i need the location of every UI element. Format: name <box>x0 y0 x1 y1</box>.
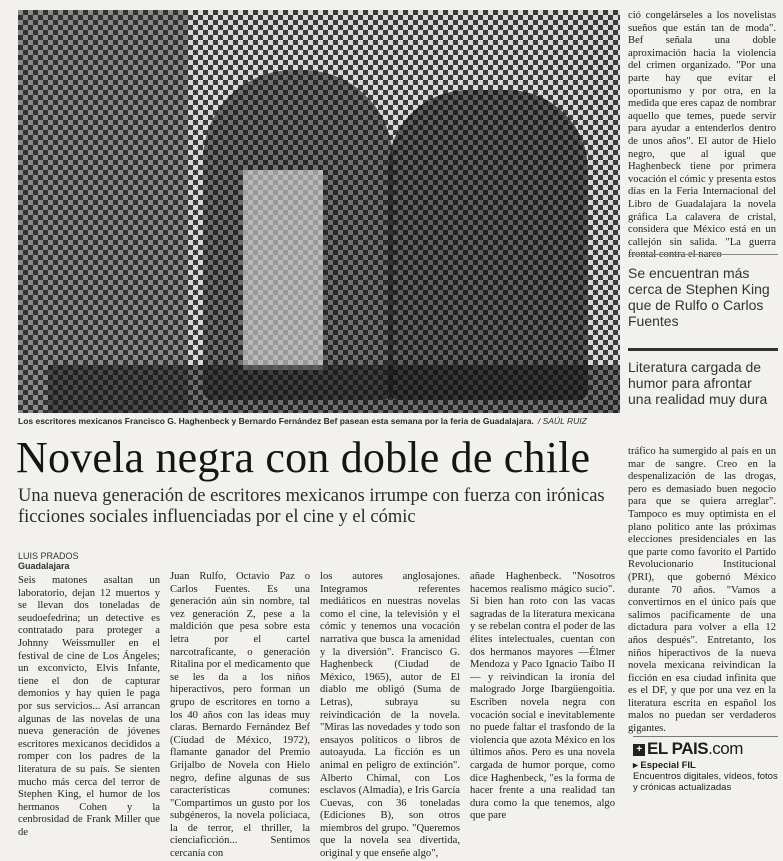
especial-description: Encuentros digitales, vídeos, fotos y crónicas actualizadas <box>633 771 778 793</box>
brand-suffix: .com <box>708 739 743 758</box>
article-column-5-bottom: tráfico ha sumergido al país en un mar de sangre. Creo en la despenalización de las drogas, pero es demasiado buen negocio para que se quiera arreglar". Tampoco es muy optimista en el plano político ante las próximas elecciones presidenciales en las que parte como favorito el Partido Revolucionario Institucional (PRI), que gobernó México durante 70 años. "Vamos a convertirnos en el único país que salimos pacíficamente de una dictadura para volver a ella 12 años después". Entretanto, los niños hiperactivos de la nueva novela mexicana reivindican la ficción en esa ciudad infinita que es el DF, y que por una vez en la literatura escrita en español los malos no puedan ser verdaderos gigantes. <box>628 446 776 735</box>
photo-caption <box>18 416 618 426</box>
especial-label[interactable]: ▸ Especial FIL <box>633 760 696 771</box>
pullquote-2: Literatura cargada de humor para afrontar una realidad muy dura <box>628 348 778 407</box>
article-column-3: los autores anglosajones. Integramos referentes mediáticos en nuestras novelas como el cine, la televisión y el cómic y tenemos una vocación narrativa que busca la amenidad y la diversión". Francisco G. Haghenbeck (Ciudad de México, 1965), autor de El diablo me obligó (Suma de Letras), subraya su reivindicación de la novela. "Miras las novedades y todo son ensayos políticos o libros de autoayuda. La ficción es un animal en peligro de extinción". Alberto Chimal, con Los esclavos (Almadía), e Iris García Cuevas, con 36 toneladas (Ediciones B), son otros miembros del grupo. "Queremos que la novela sea divertida, original y que enseñe algo", <box>320 571 460 860</box>
article-column-5-top: ció congelárseles a los novelistas sueños que están tan de moda". Bef señala una doble aproximación hacia la violencia del crimen organizado. "Por una parte hay que evitar el oportunismo y por otra, en la medida que eres capaz de nombrar aquello que temes, puede servir para ayudar a entenderlos dentro de unos años". El autor de Hielo negro, que al igual que Haghenbeck tiene por primera vocación el cómic y presenta estos días en la Feria Internacional del Libro de Guadalajara la novela gráfica La calavera de cristal, considera que México está en un callejón sin salida. "La guerra frontal contra el narco- <box>628 10 776 261</box>
caption-text: Los escritores mexicanos Francisco G. Haghenbeck y Bernardo Fernández Bef pasean esta semana por la feria de Guadalajara. <box>18 416 534 426</box>
byline <box>18 551 79 571</box>
writer-figure-right <box>388 90 588 400</box>
plus-icon: + <box>633 744 645 756</box>
brand-name: EL PAIS <box>647 739 709 758</box>
article-column-1: Seis matones asaltan un laboratorio, dejan 12 muertos y se llevan dos toneladas de seudoefedrina; un detective es contratado para proteger a Johnny Weissmuller en el festival de cine de Los Ángeles; un exconvicto, Elvis Infante, tiene el don de capturar demonios y hay quien le paga por sus servicios... Así arrancan algunas de las novelas de una nueva generación de jóvenes escritores mexicanos decididos a romper con los padres de la literatura de su país. Se sienten mucho más cerca del terror de Stephen King, el humor de los hermanos Cohen y la cenbrosidad de Frank Miller que de <box>18 575 160 838</box>
elpais-logo[interactable] <box>633 739 778 759</box>
article-column-2: Juan Rulfo, Octavio Paz o Carlos Fuentes. Es una generación aún sin nombre, tal vez generación Z, pese a la maldición que pesa sobre esta letra por el cartel narcotraficante, o generación Ritalina por el medicamento que se les da a los niños hiperactivos, pero forman un grupo de escritores en torno a los 40 años con las ideas muy claras. Bernardo Fernández Bef (Ciudad de México, 1972), flamante ganador del Premio Grijalbo de Novela con Hielo negro, define algunas de sus características comunes: "Compartimos un gusto por los subgéneros, la novela policiaca, la de terror, el thriller, la cienciaficción... Sentimos cercanía con <box>170 571 310 860</box>
byline-location: Guadalajara <box>18 561 70 571</box>
footer-promo[interactable] <box>633 736 778 793</box>
article-photo <box>18 10 620 413</box>
pullquote-1: Se encuentran más cerca de Stephen King que de Rulfo o Carlos Fuentes <box>628 254 778 329</box>
photo-credit: / SAÚL RUIZ <box>537 416 587 426</box>
headline: Novela negra con doble de chile <box>16 433 591 482</box>
subheadline: Una nueva generación de escritores mexicanos irrumpe con fuerza con irónicas ficciones sociales influenciadas por el cine y el cómic <box>18 486 605 527</box>
article-column-4: añade Haghenbeck. "Nosotros hacemos realismo mágico sucio". Si bien han roto con las vacas sagradas de la literatura mexicana y se rebelan contra el poder de las élites intelectuales, cuentan con dos hermanos mayores —Élmer Mendoza y Paco Ignacio Taibo II— y reivindican la ironía del malogrado Jorge Ibargüengoitia. Escriben novela negra con vocación social e inevitablemente no puede faltar el trasfondo de la violencia que azota México en los últimos años. Pero es una novela cargada de humor porque, como dice Haghenbeck, "es la forma de hacer frente a una realidad tan dura como la que tenemos, algo que pare <box>470 571 615 822</box>
byline-author: LUIS PRADOS <box>18 551 79 561</box>
